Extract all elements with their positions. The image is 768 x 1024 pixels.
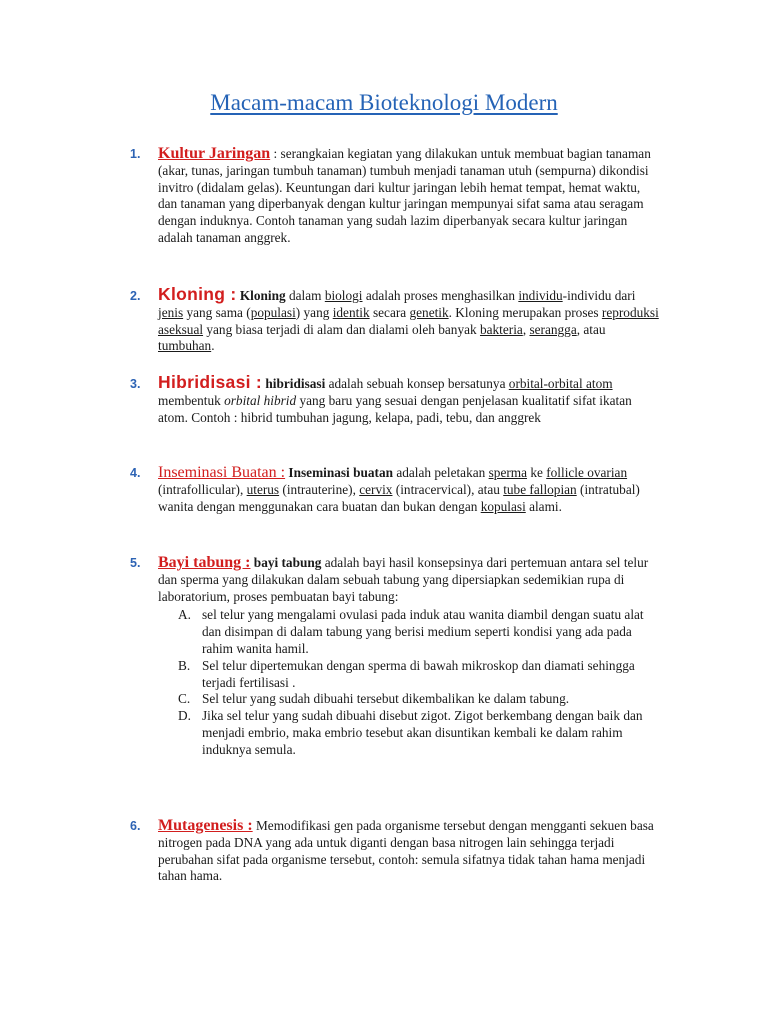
item-text: serangkaian kegiatan yang dilakukan untuk membuat bagian tanaman (akar, tunas, jaringan tumbuh tanaman) tumbuh menjadi tanaman utuh (sempurna) dikondisi invitro (didalam gelas). Keuntungan dari kultur jaringan lebih hemat tempat, hemat waktu, dan tanaman yang diperbanyak dengan kultur jaringan mempunyai sifat sama atau seragam dengan induknya. Contoh tanaman yang sudah lazim diperbanyak secara kultur jaringan adalah tanaman anggrek. — [158, 146, 651, 245]
text-run: ke — [527, 465, 547, 480]
text-run: ) yang — [295, 304, 333, 320]
linked-term: uterus — [246, 481, 280, 497]
text-run: . — [211, 338, 215, 354]
sub-item-text: Sel telur dipertemukan dengan sperma di bawah mikroskop dan diamati sehingga terjadi fertilisasi . — [202, 657, 635, 690]
item-number: 5. — [130, 556, 141, 570]
sub-list — [158, 607, 662, 758]
text-run: , atau — [576, 321, 606, 337]
sub-item-text: Sel telur yang sudah dibuahi tersebut dikembalikan ke dalam tabung. — [202, 691, 570, 707]
linked-term: individu — [518, 288, 563, 303]
linked-term: kopulasi — [480, 498, 526, 514]
text-run: , — [522, 321, 530, 337]
item-number: 6. — [130, 819, 141, 833]
item-body — [158, 465, 662, 515]
text-run: yang sama ( — [183, 304, 251, 320]
bold-term: Inseminasi buatan — [288, 465, 393, 480]
item-number: 3. — [130, 377, 141, 391]
text-run: membentuk — [158, 392, 225, 408]
item-separator: : — [270, 146, 281, 161]
linked-term: bakteria — [479, 321, 523, 337]
text-run: (intracervical), atau — [392, 481, 504, 497]
linked-term: serangga — [529, 321, 577, 337]
list-item-kultur-jaringan — [132, 146, 662, 247]
linked-term: jenis — [158, 304, 184, 320]
linked-term: biologi — [324, 288, 363, 303]
linked-term: identik — [332, 304, 370, 320]
sub-item-letter: A. — [178, 607, 191, 623]
text-run: . Kloning merupakan proses — [448, 304, 602, 320]
text-run: secara — [369, 304, 410, 320]
item-body — [158, 818, 662, 885]
item-body — [158, 555, 662, 605]
text-run: adalah proses menghasilkan — [362, 288, 519, 303]
item-term: Kloning : — [158, 284, 237, 304]
item-term: Bayi tabung : — [158, 554, 251, 571]
linked-term: genetik — [409, 304, 449, 320]
page-title: Macam-macam Bioteknologi Modern — [210, 90, 558, 115]
bold-term: hibridisasi — [265, 376, 326, 391]
linked-term: cervix — [359, 481, 393, 497]
item-term: Mutagenesis : — [158, 817, 253, 834]
sub-item-text: sel telur yang mengalami ovulasi pada induk atau wanita diambil dengan suatu alat dan disimpan di dalam tabung yang berisi medium seperti kondisi yang ada pada rahim wanita hamil. — [202, 607, 644, 656]
italic-term: orbital hibrid — [224, 392, 297, 408]
item-term: Inseminasi Buatan : — [158, 464, 286, 481]
sub-item-text: Jika sel telur yang sudah dibuahi disebut zigot. Zigot berkembang dengan baik dan menjadi embrio, maka embrio tesebut akan disuntikan kembali ke dalam rahim induknya semula. — [202, 708, 643, 757]
item-number: 2. — [130, 289, 141, 303]
sub-item-letter: C. — [178, 691, 191, 707]
item-body — [158, 146, 662, 247]
item-term: Kultur Jaringan — [158, 145, 271, 162]
item-body — [158, 286, 662, 355]
linked-term: orbital-orbital atom — [508, 376, 613, 391]
list-item-bayi-tabung — [132, 555, 662, 759]
text-run: (intrafollicular), — [158, 481, 247, 497]
item-term: Hibridisasi : — [158, 372, 263, 392]
sub-item-letter: B. — [178, 657, 191, 673]
sub-list-item — [158, 708, 662, 758]
text-run: yang biasa terjadi di alam dan dialami oleh banyak — [203, 321, 480, 337]
text-run: adalah sebuah konsep bersatunya — [325, 376, 509, 391]
text-run: alami. — [525, 498, 562, 514]
item-text: Memodifikasi gen pada organisme tersebut dengan mengganti sekuen basa nitrogen pada DNA yang ada untuk diganti dengan basa nitrogen lain sehingga terjadi perubahan sifat pada organisme tersebut, contoh: semula sifatnya tidak tahan hama menjadi tahan hama. — [158, 818, 654, 884]
sub-list-item — [158, 658, 662, 692]
bold-term: bayi tabung — [253, 555, 322, 570]
item-number: 4. — [130, 466, 141, 480]
text-run: adalah peletakan — [393, 465, 489, 480]
sub-item-letter: D. — [178, 708, 191, 724]
sub-list-item — [158, 691, 662, 708]
list-item-hibridisasi — [132, 374, 662, 426]
linked-term: reproduksi aseksual — [158, 304, 659, 337]
text-run: adalah bayi hasil konsepsinya dari pertemuan antara sel telur dan sperma yang dilakukan dalam sebuah tabung yang dipersiapkan sedemikian rupa di laboratorium, proses pembuatan bayi tabung: — [158, 555, 649, 604]
text-run: yang baru yang sesuai dengan penjelasan kualitatif sifat ikatan atom. Contoh : hibrid tumbuhan jagung, kelapa, padi, tebu, dan anggrek — [158, 392, 632, 425]
sub-list-item — [158, 607, 662, 657]
text-run: dalam — [285, 288, 325, 303]
text-run: (intratubal) wanita dengan menggunakan cara buatan dan bukan dengan — [158, 481, 640, 514]
bold-term: Kloning — [239, 288, 286, 303]
linked-term: tumbuhan — [158, 338, 212, 354]
list-item-mutagenesis — [132, 818, 662, 885]
text-run: (intrauterine), — [279, 481, 360, 497]
linked-term: populasi — [250, 304, 296, 320]
linked-term: follicle ovarian — [546, 465, 628, 480]
item-number: 1. — [130, 147, 141, 161]
text-run: -individu dari — [562, 288, 636, 303]
list-item-kloning — [132, 286, 662, 355]
linked-term: sperma — [488, 465, 528, 480]
list-item-inseminasi-buatan — [132, 465, 662, 515]
linked-term: tube fallopian — [503, 481, 577, 497]
item-body — [158, 374, 662, 426]
